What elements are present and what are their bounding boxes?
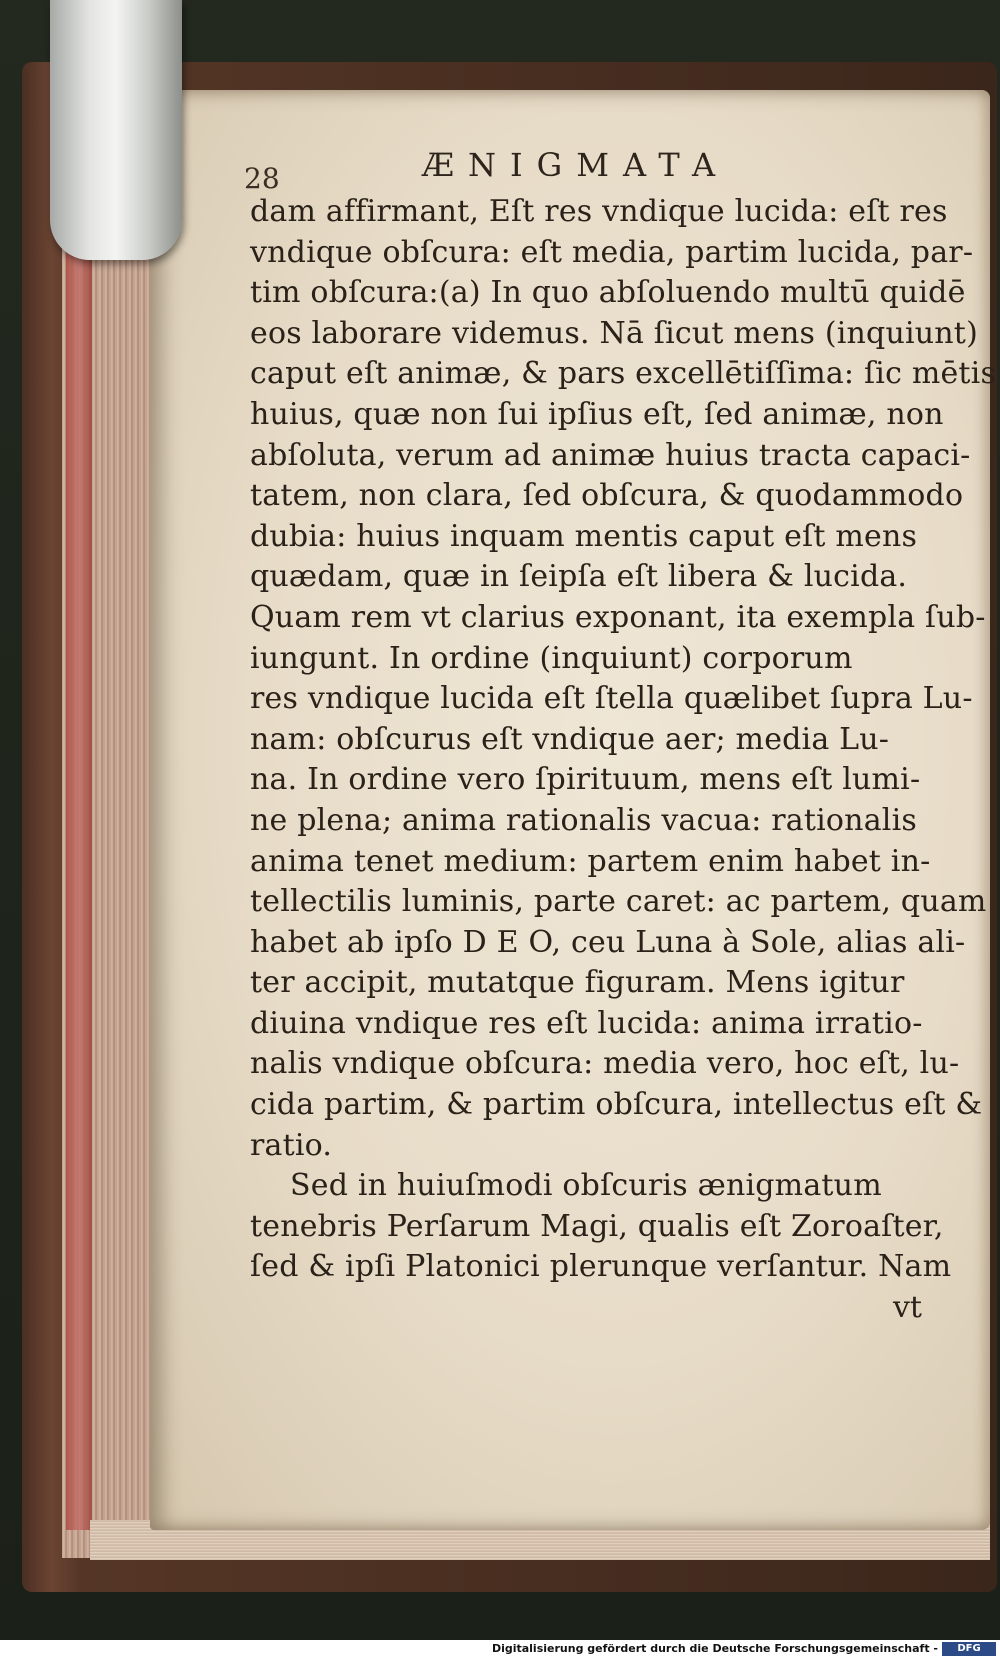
body-text bbox=[250, 192, 997, 1288]
text-line: tenebris Perſarum Magi, qualis eſt Zoroaſter, bbox=[250, 1208, 944, 1244]
text-line: dam affirmant, Eſt res vndique lucida: eſt res bbox=[250, 194, 948, 229]
dfg-logo-icon: DFG bbox=[942, 1642, 996, 1656]
page-text-block bbox=[244, 128, 997, 1328]
page-clip-icon bbox=[50, 0, 182, 260]
footer-bar bbox=[0, 1640, 1000, 1658]
text-line: ratio. bbox=[250, 1127, 333, 1163]
text-line: vndique obſcura: eſt media, partim lucida, par- bbox=[250, 234, 974, 270]
text-line: ne plena; anima rationalis vacua: rationalis bbox=[250, 802, 917, 838]
text-line: iungunt. In ordine (inquiunt) corporum bbox=[250, 640, 853, 676]
text-line: ſed & ipſi Platonici plerunque verſantur. Nam bbox=[250, 1249, 952, 1285]
text-line: anima tenet medium: partem enim habet in- bbox=[250, 843, 931, 879]
text-line: nalis vndique obſcura: media vero, hoc eſt, lu- bbox=[250, 1046, 960, 1082]
text-line: tellectilis luminis, parte caret: ac partem, quam bbox=[250, 884, 987, 920]
text-line: Sed in huiuſmodi obſcuris ænigmatum bbox=[290, 1168, 882, 1204]
text-line: abſoluta, verum ad animæ huius tracta capaci- bbox=[250, 437, 971, 473]
page-header bbox=[244, 128, 930, 195]
text-line: cida partim, & partim obſcura, intellectus eſt & bbox=[250, 1087, 983, 1123]
text-line: ter accipit, mutatque figuram. Mens igitur bbox=[250, 965, 905, 1001]
text-line: tatem, non clara, ſed obſcura, & quodammodo bbox=[250, 478, 964, 514]
text-line: habet ab ipſo D E O, ceu Luna à Sole, alias ali- bbox=[250, 924, 966, 960]
running-title: ÆNIGMATA bbox=[422, 146, 730, 184]
red-page-edges bbox=[66, 240, 92, 1530]
text-line: diuina vndique res eſt lucida: anima irratio- bbox=[250, 1005, 923, 1041]
text-line: caput eſt animæ, & pars excellētiſſima: ſic mētis bbox=[250, 356, 997, 392]
text-line: dubia: huius inquam mentis caput eſt mens bbox=[250, 518, 918, 554]
text-line: na. In ordine vero ſpirituum, mens eſt lumi- bbox=[250, 762, 921, 798]
text-line: huius, quæ non ſui ipſius eſt, ſed animæ, non bbox=[250, 396, 944, 432]
text-line: res vndique lucida eſt ſtella quælibet ſupra Lu- bbox=[250, 681, 973, 717]
page-number: 28 bbox=[244, 162, 280, 195]
text-line: eos laborare videmus. Nā ſicut mens (inquiunt) bbox=[250, 315, 978, 351]
catchword: vt bbox=[892, 1290, 922, 1326]
text-line: Quam rem vt clarius exponant, ita exempla ſub- bbox=[250, 599, 986, 635]
text-line: quædam, quæ in ſeipſa eſt libera & lucida. bbox=[250, 559, 908, 595]
text-line: nam: obſcurus eſt vndique aer; media Lu- bbox=[250, 721, 890, 757]
footer-credit: Digitalisierung gefördert durch die Deutsche Forschungsgemeinschaft - bbox=[491, 1642, 938, 1655]
text-line: tim obſcura:(a) In quo abſoluendo multū quidē bbox=[250, 275, 966, 311]
